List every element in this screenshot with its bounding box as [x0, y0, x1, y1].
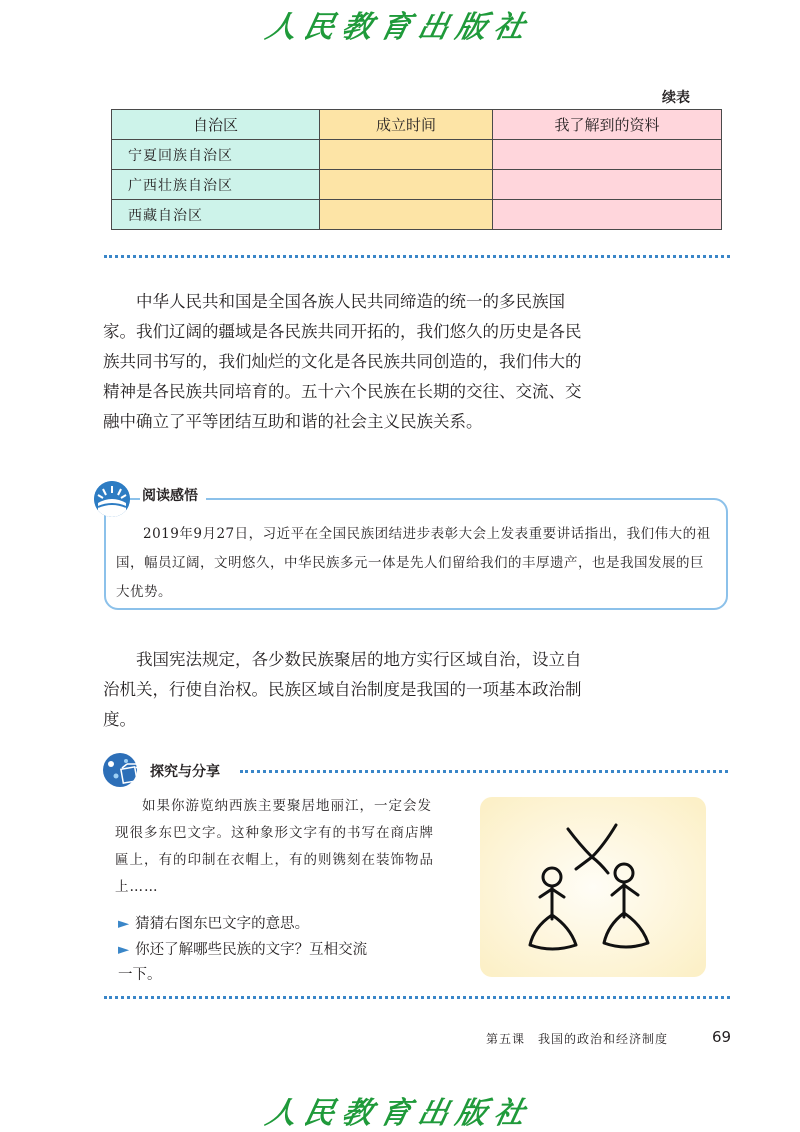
section-divider: [104, 255, 730, 258]
table-row: [112, 170, 722, 200]
explore-molecule-icon: [102, 752, 142, 788]
time-cell: [320, 200, 493, 230]
explore-title: 探究与分享: [150, 764, 220, 780]
table-header-row: [112, 110, 722, 140]
time-cell: [320, 170, 493, 200]
region-cell: 宁夏回族自治区: [112, 140, 320, 170]
header-region: 自治区: [112, 110, 320, 140]
header-time: 成立时间: [320, 110, 493, 140]
time-cell: [320, 140, 493, 170]
explore-title-divider: [240, 770, 728, 773]
arrow-bullet-icon: ►: [118, 942, 130, 958]
reading-title: 阅读感悟: [140, 485, 206, 505]
reading-text: 2019年9月27日，习近平在全国民族团结进步表彰大会上发表重要讲话指出，我们伟大的祖国，幅员辽阔，文明悠久，中华民族多元一体是先人们留给我们的丰厚遗产，也是我国发展的巨大优势。: [116, 526, 711, 600]
question-2-text: 你还了解哪些民族的文字？互相交流: [135, 942, 368, 958]
region-cell: 广西壮族自治区: [112, 170, 320, 200]
info-cell: [493, 140, 722, 170]
paragraph-unity: 中华人民共和国是全国各族人民共同缔造的统一的多民族国家。我们辽阔的疆域是各民族共同开拓的，我们悠久的历史是各民族共同书写的，我们灿烂的文化是各民族共同创造的，我们伟大的精神是各民族共同培育的。五十六个民族在长期的交往、交流、交融中确立了平等团结互助和谐的社会主义民族关系。: [103, 292, 582, 431]
autonomous-region-table: [111, 109, 722, 230]
question-2: [118, 937, 458, 964]
paragraph-autonomy: 我国宪法规定，各少数民族聚居的地方实行区域自治，设立自治机关，行使自治权。民族区域自治制度是我国的一项基本政治制度。: [103, 650, 582, 729]
question-1: [118, 911, 458, 938]
table-continued-label: 续表: [662, 90, 690, 106]
info-cell: [493, 200, 722, 230]
dongba-script-image: [480, 797, 706, 977]
publisher-watermark-top: 人民教育出版社: [262, 10, 536, 45]
table-row: [112, 140, 722, 170]
reading-sunrise-icon: [94, 481, 130, 517]
publisher-watermark-bottom: 人民教育出版社: [262, 1096, 536, 1131]
footer-lesson-title: 第五课 我国的政治和经济制度: [486, 1032, 669, 1046]
bottom-divider: [104, 996, 730, 999]
region-cell: 西藏自治区: [112, 200, 320, 230]
info-cell: [493, 170, 722, 200]
page-number: 69: [712, 1028, 732, 1046]
arrow-bullet-icon: ►: [118, 916, 130, 932]
explore-text: 如果你游览纳西族主要聚居地丽江，一定会发现很多东巴文字。这种象形文字有的书写在商店牌匾上，有的印制在衣帽上，有的则镌刻在装饰物品上……: [115, 798, 434, 895]
question-2-continuation: 一下。: [118, 967, 162, 983]
table-row: [112, 200, 722, 230]
question-1-text: 猜猜右图东巴文字的意思。: [135, 916, 310, 932]
header-info: 我了解到的资料: [493, 110, 722, 140]
